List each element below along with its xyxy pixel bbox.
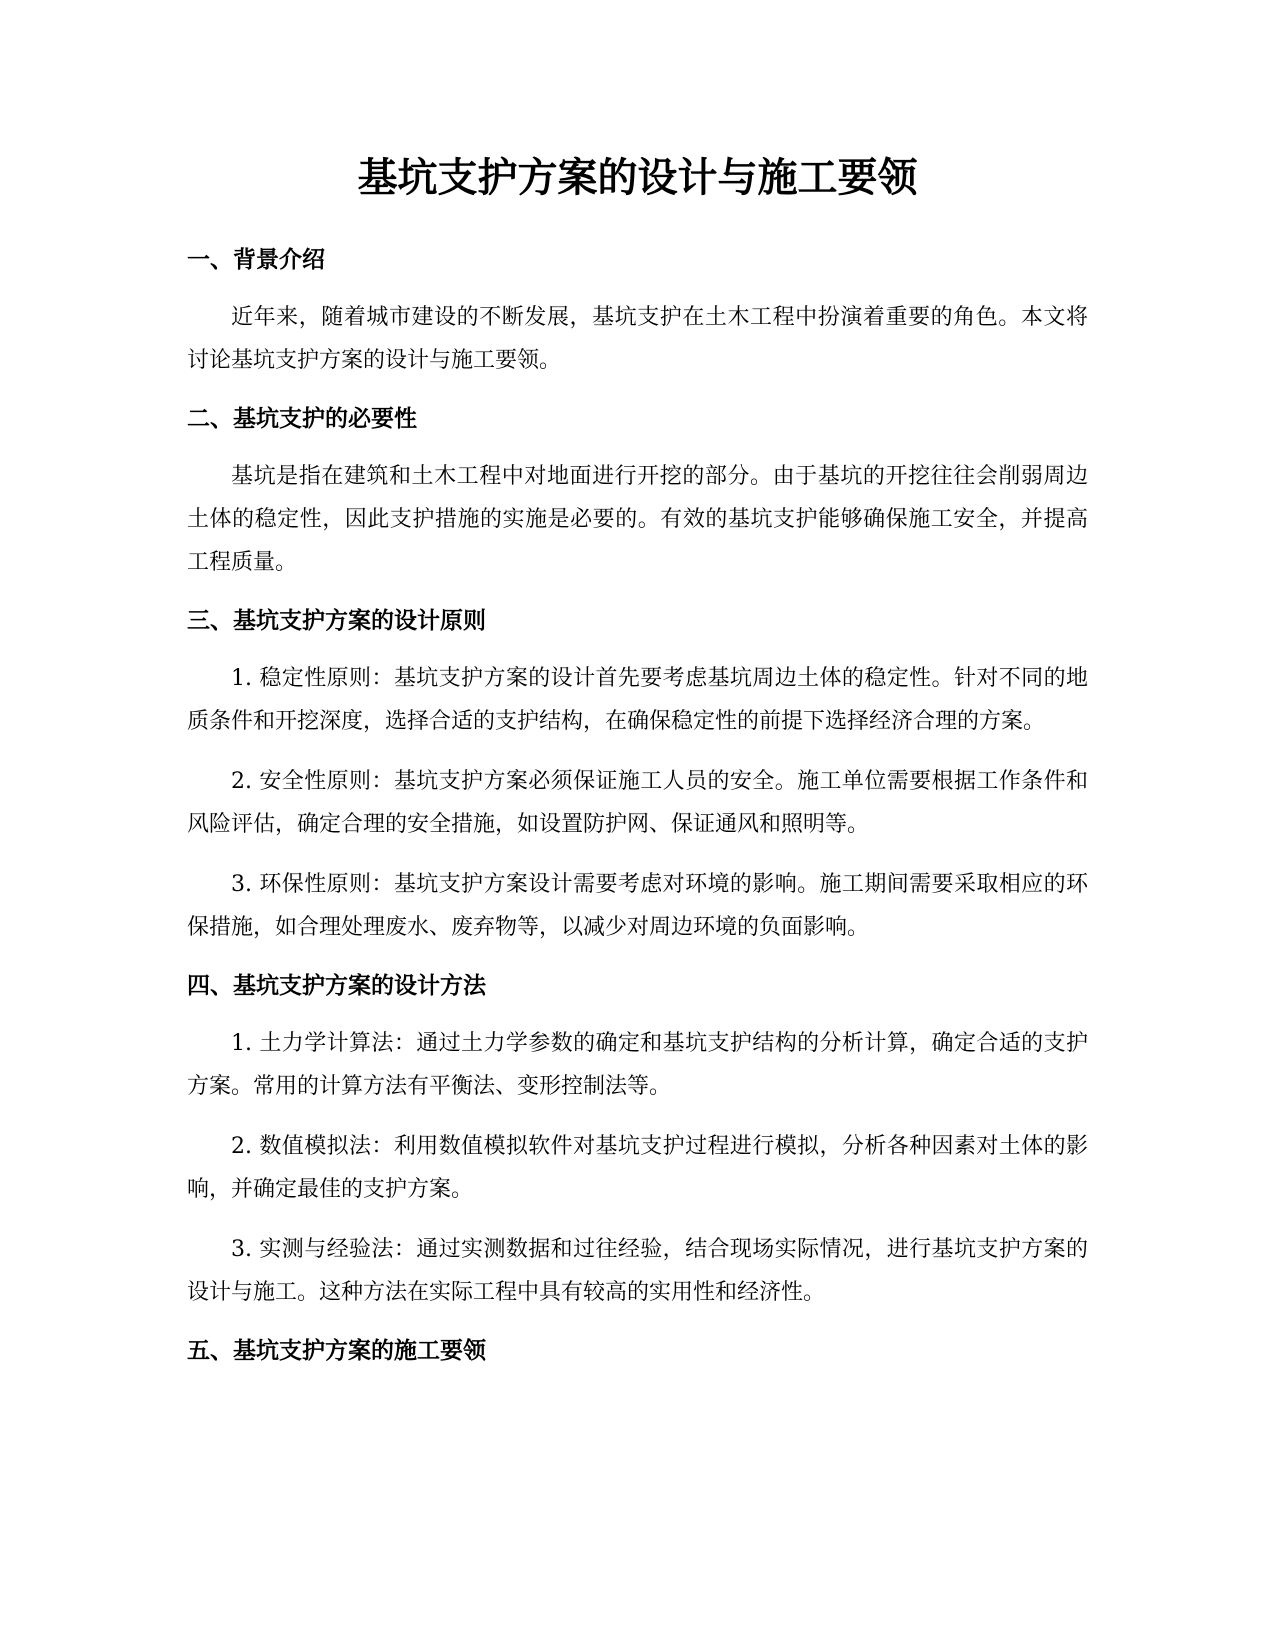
document-body <box>187 240 1088 1387</box>
section-background <box>187 240 1088 382</box>
section-design-principles <box>187 601 1088 949</box>
list-item-paragraph: 1. 土力学计算法：通过土力学参数的确定和基坑支护结构的分析计算，确定合适的支护方案。常用的计算方法有平衡法、变形控制法等。 <box>187 1031 1088 1099</box>
paragraph: 近年来，随着城市建设的不断发展，基坑支护在土木工程中扮演着重要的角色。本文将讨论基坑支护方案的设计与施工要领。 <box>187 305 1088 373</box>
list-item-paragraph: 2. 安全性原则：基坑支护方案必须保证施工人员的安全。施工单位需要根据工作条件和风险评估，确定合理的安全措施，如设置防护网、保证通风和照明等。 <box>187 769 1088 837</box>
list-item-paragraph: 2. 数值模拟法：利用数值模拟软件对基坑支护过程进行模拟，分析各种因素对土体的影响，并确定最佳的支护方案。 <box>187 1134 1088 1202</box>
section-necessity <box>187 399 1088 584</box>
paragraph: 基坑是指在建筑和土木工程中对地面进行开挖的部分。由于基坑的开挖往往会削弱周边土体的稳定性，因此支护措施的实施是必要的。有效的基坑支护能够确保施工安全，并提高工程质量。 <box>187 464 1088 575</box>
list-item-paragraph: 3. 环保性原则：基坑支护方案设计需要考虑对环境的影响。施工期间需要采取相应的环保措施，如合理处理废水、废弃物等，以减少对周边环境的负面影响。 <box>187 872 1088 940</box>
section-heading: 四、基坑支护方案的设计方法 <box>187 973 486 999</box>
list-item-paragraph: 1. 稳定性原则：基坑支护方案的设计首先要考虑基坑周边土体的稳定性。针对不同的地质条件和开挖深度，选择合适的支护结构，在确保稳定性的前提下选择经济合理的方案。 <box>187 666 1088 734</box>
section-design-methods <box>187 966 1088 1314</box>
document-title: 基坑支护方案的设计与施工要领 <box>357 155 918 201</box>
list-item-paragraph: 3. 实测与经验法：通过实测数据和过往经验，结合现场实际情况，进行基坑支护方案的设计与施工。这种方法在实际工程中具有较高的实用性和经济性。 <box>187 1237 1088 1305</box>
section-heading: 三、基坑支护方案的设计原则 <box>187 608 486 634</box>
section-heading: 一、背景介绍 <box>187 247 325 273</box>
section-heading: 二、基坑支护的必要性 <box>187 406 417 432</box>
section-construction-essentials <box>187 1331 1088 1371</box>
section-heading: 五、基坑支护方案的施工要领 <box>187 1338 486 1364</box>
